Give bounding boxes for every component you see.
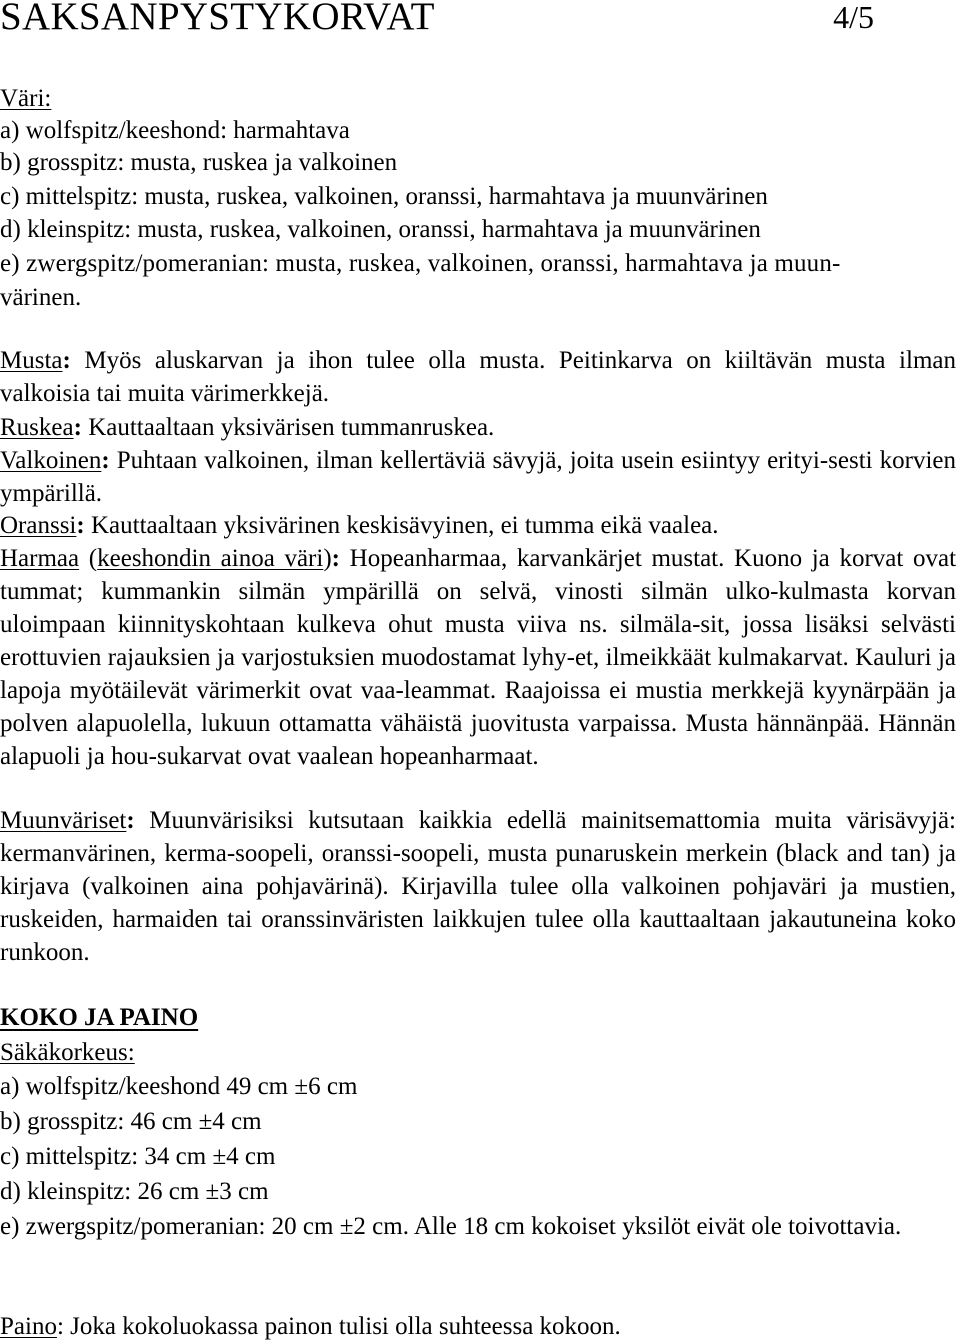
paragraph-musta [0,344,956,410]
size-item-a: a) wolfspitz/keeshond 49 cm ±6 cm [0,1073,358,1100]
harmaa-paren-open: ( [79,545,98,572]
paragraph-muunvariset [0,804,956,969]
text-muunvariset: Muunvärisiksi kutsutaan kaikkia edellä mainitsemattomia muita värisävyjä: kermanvärinen, kerma-soopeli, oranssi-soopeli, musta punaruskein merkein (black and tan) ja kirjava (valkoinen aina pohjavärinä). Kirjavilla tulee olla valkoinen pohjaväri ja mustien, ruskeiden, harmaiden tai oranssinväristen laikkujen tulee olla kauttaaltaan jakautuneina koko runkoon. [0,807,956,966]
size-item-c: c) mittelspitz: 34 cm ±4 cm [0,1143,276,1170]
document-title: SAKSANPYSTYKORVAT [0,0,435,38]
color-item-a: a) wolfspitz/keeshond: harmahtava [0,117,350,144]
term-paino-colon: : [56,1313,64,1340]
term-ruskea-colon: : [73,414,82,441]
color-item-c: c) mittelspitz: musta, ruskea, valkoinen, oranssi, harmahtava ja muunvärinen [0,183,768,210]
term-oranssi: Oranssi [0,512,77,539]
paragraph-paino [0,1310,956,1343]
paragraph-harmaa [0,542,956,773]
text-valkoinen: Puhtaan valkoinen, ilman kellertäviä sävyjä, joita usein esiintyy erityi-sesti korvien ympärillä. [0,447,956,507]
text-oranssi: Kauttaaltaan yksivärinen keskisävyinen, ei tumma eikä vaalea. [84,512,719,539]
size-item-b: b) grosspitz: 46 cm ±4 cm [0,1108,262,1135]
term-musta: Musta [0,347,63,374]
harmaa-paren-close: ) [323,545,332,572]
page-header [0,0,874,40]
term-valkoinen-colon: : [101,447,110,474]
term-muunvariset-colon: : [126,807,135,834]
color-item-e: e) zwergspitz/pomeranian: musta, ruskea, valkoinen, oranssi, harmahtava ja muun- [0,250,841,277]
term-muunvariset: Muunväriset [0,807,127,834]
size-item-d: d) kleinspitz: 26 cm ±3 cm [0,1178,269,1205]
paragraph-valkoinen [0,444,956,510]
text-musta: Myös aluskarvan ja ihon tulee olla musta. Peitinkarva on kiiltävän musta ilman valkoisia tai muita värimerkkejä. [0,347,956,407]
color-item-d: d) kleinspitz: musta, ruskea, valkoinen, oranssi, harmahtava ja muunvärinen [0,216,761,243]
color-item-b: b) grosspitz: musta, ruskea ja valkoinen [0,149,398,176]
paragraph-oranssi [0,509,956,542]
section-heading-size-weight: KOKO JA PAINO [0,1004,199,1031]
term-ruskea: Ruskea [0,414,74,441]
text-harmaa: Hopeanharmaa, karvankärjet mustat. Kuono ja korvat ovat tummat; kummankin silmän ympärillä on selvä, vinosti silmän ulko-kulmasta korvan uloimpaan kiinnityskohtaan kulkeva ohut musta viiva ns. silmäla-sit, jossa lisäksi selvästi erottuvien rajauksien ja varjostuksien muodostamat lyhy-et, ilmeikkäät kulmakarvat. Kauluri ja lapoja myötäilevät värimerkit ovat vaa-leammat. Raajoissa ei mustia merkkejä kyynärpään ja polven alapuolella, lukuun ottamatta vähäistä juovitusta varpaissa. Musta hännänpää. Hännän alapuoli ja hou-sukarvat ovat vaalean hopeanharmaat. [0,545,957,770]
harmaa-note: keeshondin ainoa väri [97,545,324,572]
color-item-e-continued: värinen. [0,284,82,311]
term-harmaa: Harmaa [0,545,80,572]
page-number: 4/5 [833,0,874,35]
paragraph-ruskea [0,411,956,444]
height-label: Säkäkorkeus: [0,1039,135,1066]
size-item-e: e) zwergspitz/pomeranian: 20 cm ±2 cm. Alle 18 cm kokoiset yksilöt eivät ole toivottavia. [0,1213,902,1240]
text-ruskea: Kauttaaltaan yksivärisen tummanruskea. [81,414,495,441]
term-musta-colon: : [62,347,71,374]
term-oranssi-colon: : [76,512,85,539]
term-paino: Paino [0,1313,57,1340]
text-paino: Joka kokoluokassa painon tulisi olla suhteessa kokoon. [63,1313,621,1340]
color-section-label: Väri: [0,85,52,112]
term-valkoinen: Valkoinen [0,447,102,474]
term-harmaa-colon: : [331,545,340,572]
